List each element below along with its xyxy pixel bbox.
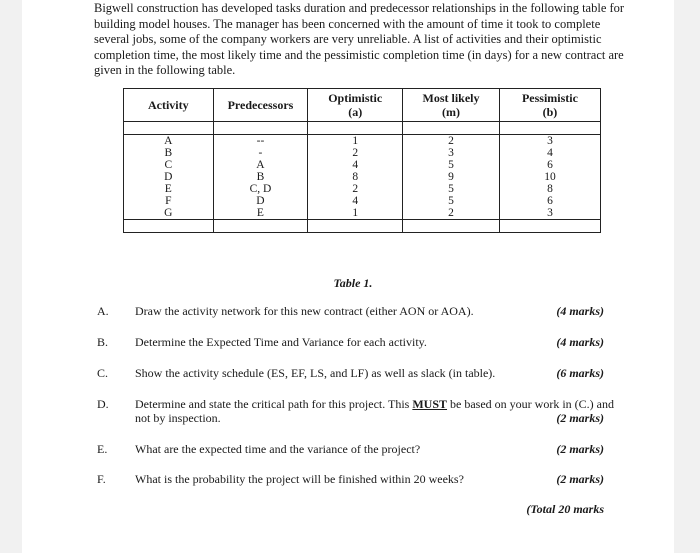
question-marks: (2 marks) [556,472,604,486]
header-pessimistic-title: Pessimistic [521,91,578,105]
question-label: C. [97,366,109,380]
intro-paragraph: Bigwell construction has developed tasks duration and predecessor relationships in the following table for building model houses. The manager has been concerned with the amount of time it took to complete several jobs, some of the company workers are very unreliable. A list of activities and their optimistic completion time, the most likely time and the pessimistic completion time (in days) for a new contract are given in the following table. [94,1,625,77]
table-row [124,195,601,207]
cell-activity: G [124,207,214,220]
question-marks: (4 marks) [556,335,604,349]
header-most-likely-title: Most likely [422,91,480,105]
total-marks: (Total 20 marks [526,502,604,516]
table-row [124,159,601,171]
table-row [124,147,601,159]
cell-predecessors: B [213,171,308,183]
cell-activity: E [124,183,214,195]
header-most-likely [403,89,500,122]
header-pessimistic [499,89,600,122]
cell-predecessors: C, D [213,183,308,195]
question-label: E. [97,442,108,456]
cell-activity: A [124,135,214,148]
cell-optimistic: 4 [308,159,403,171]
question-text: Determine the Expected Time and Variance for each activity. [135,335,427,349]
question-marks: (2 marks) [556,411,604,425]
cell-pessimistic: 8 [499,183,600,195]
cell-most-likely: 5 [403,195,500,207]
table-caption: Table 1. [333,276,373,290]
activity-table [123,88,601,233]
cell-most-likely: 2 [403,207,500,220]
cell-optimistic: 2 [308,147,403,159]
document-page [22,0,674,553]
cell-optimistic: 1 [308,207,403,220]
question-text: Show the activity schedule (ES, EF, LS, and LF) as well as slack (in table). [135,366,496,380]
cell-pessimistic: 6 [499,159,600,171]
table-spacer-row [124,220,601,233]
question-marks: (4 marks) [556,304,604,318]
question-label: F. [97,472,106,486]
question-label: D. [97,397,109,411]
cell-activity: C [124,159,214,171]
question-text: What is the probability the project will be finished within 20 weeks? [135,472,464,486]
cell-predecessors: A [213,159,308,171]
cell-optimistic: 8 [308,171,403,183]
question-text: Draw the activity network for this new contract (either AON or AOA). [135,304,474,318]
table-header-row [124,89,601,122]
cell-predecessors: E [213,207,308,220]
header-pessimistic-symbol: (b) [542,105,558,119]
question-text-part: Determine and state the critical path for this project. This [135,397,413,411]
cell-pessimistic: 4 [499,147,600,159]
table-row [124,183,601,195]
cell-most-likely: 3 [403,147,500,159]
emphasis-must: MUST [412,397,448,411]
cell-optimistic: 1 [308,135,403,148]
header-most-likely-symbol: (m) [442,105,461,119]
table-spacer-row [124,122,601,135]
question-text-part: be based on your work in (C.) and not by inspection. [135,397,614,425]
header-optimistic-title: Optimistic [328,91,383,105]
table-row [124,135,601,148]
question-marks: (2 marks) [556,442,604,456]
cell-most-likely: 5 [403,159,500,171]
question-text [135,397,615,425]
cell-activity: D [124,171,214,183]
cell-pessimistic: 3 [499,207,600,220]
question-marks: (6 marks) [556,366,604,380]
table-row [124,171,601,183]
cell-most-likely: 9 [403,171,500,183]
header-optimistic [308,89,403,122]
cell-most-likely: 2 [403,135,500,148]
header-activity: Activity [124,89,214,122]
cell-optimistic: 2 [308,183,403,195]
question-label: A. [97,304,109,318]
table-row [124,207,601,220]
cell-pessimistic: 3 [499,135,600,148]
header-optimistic-symbol: (a) [348,105,363,119]
cell-activity: F [124,195,214,207]
question-text: What are the expected time and the variance of the project? [135,442,421,456]
cell-activity: B [124,147,214,159]
question-label: B. [97,335,109,349]
cell-pessimistic: 10 [499,171,600,183]
header-predecessors: Predecessors [213,89,308,122]
cell-predecessors: D [213,195,308,207]
cell-pessimistic: 6 [499,195,600,207]
cell-most-likely: 5 [403,183,500,195]
cell-predecessors: - [213,147,308,159]
cell-predecessors: -- [213,135,308,148]
cell-optimistic: 4 [308,195,403,207]
